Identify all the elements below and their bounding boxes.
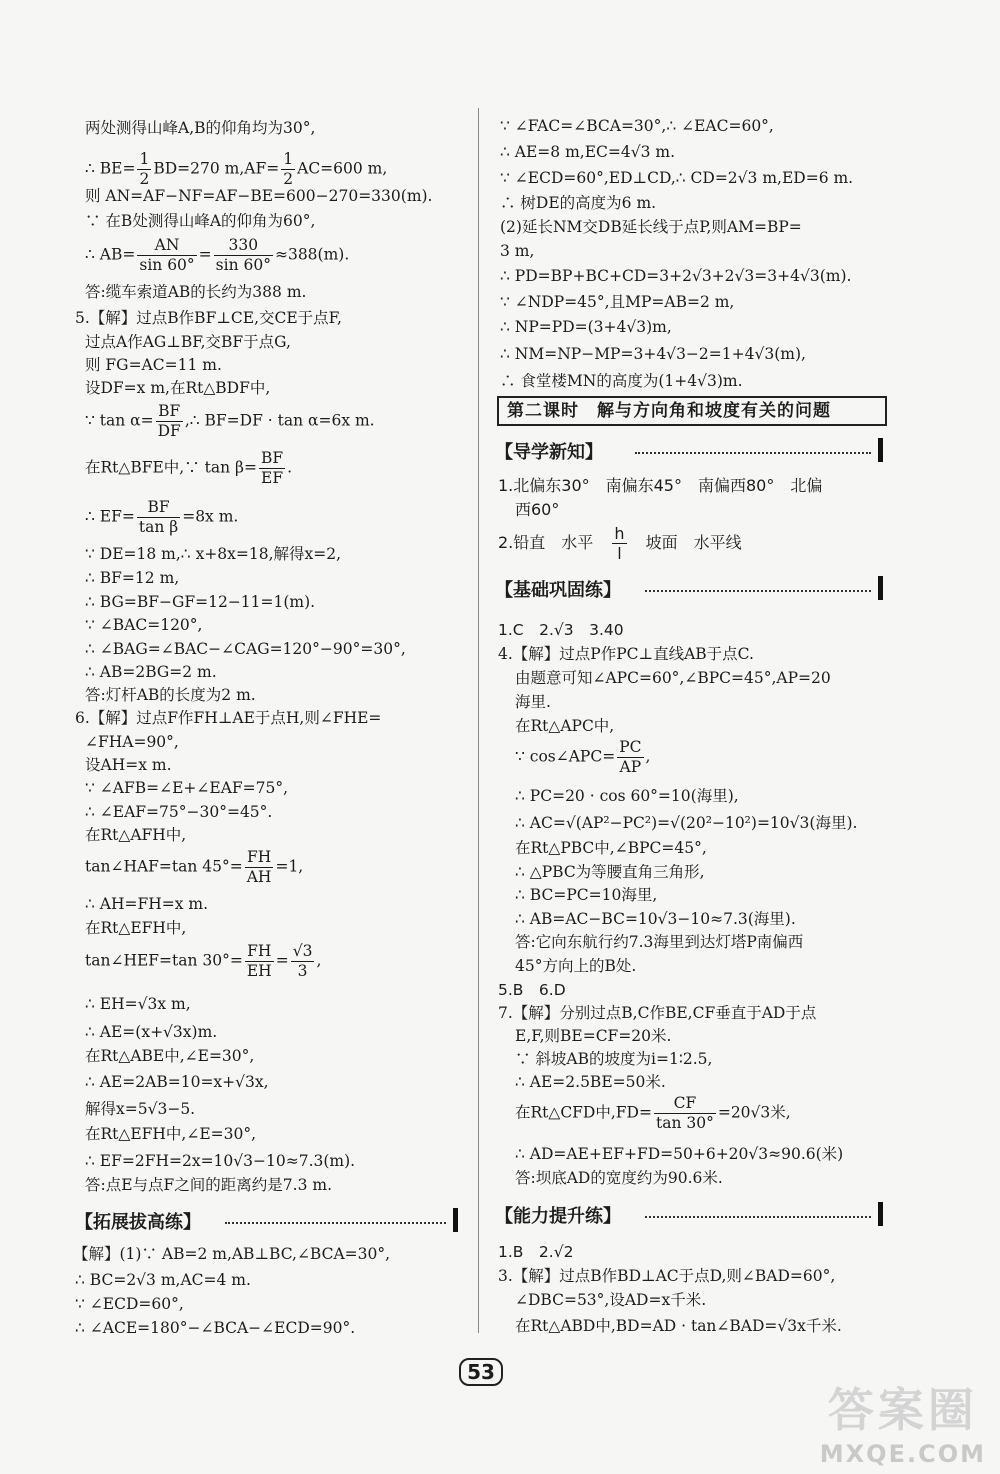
text-line: ∴ NM=NP−MP=3+4√3−2=1+4√3(m), (500, 345, 806, 363)
text-line: 在Rt△PBC中,∠BPC=45°, (515, 839, 707, 857)
text-line: 两处测得山峰A,B的仰角均为30°, (85, 119, 316, 137)
watermark-logo: 答案圈 (827, 1383, 978, 1437)
fraction: $\frac{BF}{EF}$ (260, 449, 284, 487)
text-line: 西60° (515, 500, 560, 519)
text-line: ∵ ∠AFB=∠E+∠EAF=75°, (85, 779, 289, 797)
text-line: ∵ tan α= $\frac{BF}{DF}$ ,∴ BF=DF · tan α=6x m. (85, 402, 375, 440)
text-line: ∵ 斜坡AB的坡度为i=1∶2.5, (515, 1050, 713, 1068)
text-line: ∴ BE= $\frac{1}{2}$ BD=270 m,AF= $\frac{1}{2}$ AC=600 m, (85, 150, 388, 188)
section-header-ability: 【能力提升练】 (495, 1200, 885, 1230)
text-line: ∴ ∠EAF=75°−30°=45°. (85, 803, 273, 821)
section-header-basic: 【基础巩固练】 (495, 574, 885, 604)
text-line: 在Rt△EFH中,∠E=30°, (85, 1125, 257, 1143)
text-line: 在Rt△ABE中,∠E=30°, (85, 1047, 255, 1065)
text-line: 3 m, (500, 242, 535, 260)
text-line: 答:它向东航行约7.3海里到达灯塔P南偏西 (515, 933, 804, 951)
text-line: 1.北偏东30° 南偏东45° 南偏西80° 北偏 (498, 476, 823, 495)
text-line: 答:坝底AD的宽度约为90.6米. (515, 1169, 723, 1187)
fraction: $\frac{330}{\sin 60^\circ}$ (215, 236, 271, 274)
fraction: $\frac{FH}{EH}$ (246, 942, 272, 980)
fraction: $\frac{PC}{AP}$ (619, 738, 642, 776)
text-line: ∴ AE=8 m,EC=4√3 m. (500, 143, 676, 161)
problem-6-heading: 6.【解】过点F作FH⊥AE于点H,则∠FHE= (75, 709, 382, 727)
watermark (820, 1374, 986, 1468)
text-line: tan∠HAF=tan 45°= $\frac{FH}{AH}$ =1, (85, 848, 304, 886)
text-line: 45°方向上的B处. (515, 957, 637, 975)
text-line: ∵ ∠ECD=60°, (75, 1295, 184, 1313)
text-line: ∴ EH=√3x m, (85, 995, 191, 1013)
text-line: 【解】(1)∵ AB=2 m,AB⊥BC,∠BCA=30°, (73, 1245, 391, 1263)
text-line: ∴ BF=12 m, (85, 569, 180, 587)
text-line: ∠FHA=90°, (85, 733, 179, 751)
fraction: $\frac{CF}{\tan 30^\circ}$ (655, 1094, 714, 1132)
text-line: ∴ AB= $\frac{AN}{\sin 60^\circ}$ = $\frac{330}{\sin 60^\circ}$ ≈388(m). (85, 236, 350, 274)
text-line: ∴ BC=2√3 m,AC=4 m. (75, 1271, 251, 1289)
text-line: 由题意可知∠APC=60°,∠BPC=45°,AP=20 (515, 669, 831, 687)
text-line: ∴ AE=2.5BE=50米. (515, 1073, 666, 1091)
problem-3-heading: 3.【解】过点B作BD⊥AC于点D,则∠BAD=60°, (498, 1267, 836, 1285)
text-line: ∴ BC=PC=10海里, (515, 886, 658, 904)
text-line: 在Rt△CFD中,FD= $\frac{CF}{\tan 30^\circ}$ =20√3米, (515, 1094, 791, 1132)
text-line: ∴ AH=FH=x m. (85, 895, 209, 913)
text-line: 则 FG=AC=11 m. (85, 356, 222, 374)
text-line: 海里. (515, 693, 551, 711)
text-line: 答:灯杆AB的长度为2 m. (85, 686, 256, 704)
text-line: 在Rt△AFH中, (85, 826, 187, 844)
text-line: ∴ BG=BF−GF=12−11=1(m). (85, 593, 316, 611)
text-line: ∴ ∠ACE=180°−∠BCA−∠ECD=90°. (75, 1319, 356, 1337)
text-line: ∴ ∠BAG=∠BAC−∠CAG=120°−90°=30°, (85, 640, 406, 658)
text-line: 在Rt△EFH中, (85, 919, 187, 937)
text-line: ∵ DE=18 m,∴ x+8x=18,解得x=2, (85, 545, 342, 563)
text-line: ∴ 食堂楼MN的高度为(1+4√3)m. (500, 372, 743, 390)
text-line: E,F,则BE=CF=20米. (515, 1027, 672, 1045)
text-line: ∴ 树DE的高度为6 m. (500, 194, 657, 212)
problem-5-heading: 5.【解】过点B作BF⊥CE,交CE于点F, (75, 309, 342, 327)
fraction: $\frac{√3}{3}$ (292, 942, 313, 980)
text-line: ∴ NP=PD=(3+4√3)m, (500, 318, 672, 336)
fraction: $\frac{AN}{\sin 60^\circ}$ (139, 236, 195, 274)
text-line: ∵ cos∠APC= $\frac{PC}{AP}$ , (515, 738, 651, 776)
fraction: $\frac{1}{2}$ (283, 150, 294, 188)
text-line: 1.C 2.√3 3.40 (498, 621, 624, 639)
text-line: ∴ AB=2BG=2 m. (85, 663, 217, 681)
page-number: 53 (459, 1358, 503, 1386)
fraction: $\frac{BF}{DF}$ (157, 402, 181, 440)
text-line: 则 AN=AF−NF=AF−BE=600−270=330(m). (85, 187, 433, 205)
column-divider (478, 108, 479, 1333)
watermark-site: MXQE.COM (819, 1440, 986, 1468)
problem-7-heading: 7.【解】分别过点B,C作BE,CF垂直于AD于点 (498, 1004, 817, 1022)
text-line: 在Rt△APC中, (515, 717, 615, 735)
text-line: ∴ AE=(x+√3x)m. (85, 1023, 218, 1041)
fraction: $\frac{FH}{AH}$ (246, 848, 272, 886)
lesson-title-box: 第二课时 解与方向角和坡度有关的问题 (497, 396, 887, 426)
fraction: $\frac{1}{2}$ (139, 150, 150, 188)
text-line: 在Rt△BFE中,∵ tan β= $\frac{BF}{EF}$ . (85, 449, 293, 487)
section-header-guide: 【导学新知】 (495, 436, 885, 466)
fraction: $\frac{h}{l}$ (614, 524, 625, 563)
text-line: 1.B 2.√2 (498, 1243, 574, 1261)
text-line: 在Rt△ABD中,BD=AD · tan∠BAD=√3x千米. (515, 1317, 842, 1335)
text-line: 设AH=x m. (85, 756, 172, 774)
text-line: ∵ ∠NDP=45°,且MP=AB=2 m, (500, 293, 735, 311)
text-line: 答:缆车索道AB的长约为388 m. (85, 283, 307, 301)
text-line: ∵ ∠FAC=∠BCA=30°,∴ ∠EAC=60°, (500, 117, 774, 135)
text-line: 设DF=x m,在Rt△BDF中, (85, 379, 271, 397)
fraction: $\frac{BF}{\text{tan β}}$ (138, 498, 179, 536)
text-line: ∴ AD=AE+EF+FD=50+6+20√3≈90.6(米) (515, 1145, 844, 1163)
text-line: 2.铅直 水平 $\frac{h}{l}$ 坡面 水平线 (498, 524, 742, 563)
text-line: 过点A作AG⊥BF,交BF于点G, (85, 333, 291, 351)
text-line: ∠DBC=53°,设AD=x千米. (515, 1291, 707, 1309)
text-line: 解得x=5√3−5. (85, 1100, 196, 1118)
text-line: tan∠HEF=tan 30°= $\frac{FH}{EH}$ = $\frac{√3}{3}$ , (85, 942, 322, 980)
text-line: 5.B 6.D (498, 981, 566, 999)
problem-4-heading: 4.【解】过点P作PC⊥直线AB于点C. (498, 645, 754, 663)
text-line: ∵ ∠BAC=120°, (85, 616, 203, 634)
text-line: ∴ EF= $\frac{BF}{\text{tan β}}$ =8x m. (85, 498, 239, 536)
text-line: ∴ PD=BP+BC+CD=3+2√3+2√3=3+4√3(m). (500, 267, 852, 285)
section-header-extension: 【拓展拔高练】 (75, 1206, 460, 1236)
text-line: ∴ △PBC为等腰直角三角形, (515, 863, 705, 881)
text-line: ∴ PC=20 · cos 60°=10(海里), (515, 787, 739, 805)
text-line: ∴ EF=2FH=2x=10√3−10≈7.3(m). (85, 1152, 356, 1170)
text-line: (2)延长NM交DB延长线于点P,则AM=BP= (500, 218, 802, 236)
text-line: ∴ AB=AC−BC=10√3−10≈7.3(海里). (515, 910, 796, 928)
text-line: ∵ ∠ECD=60°,ED⊥CD,∴ CD=2√3 m,ED=6 m. (500, 169, 854, 187)
text-line: 答:点E与点F之间的距离约是7.3 m. (85, 1176, 332, 1194)
text-line: ∵ 在B处测得山峰A的仰角为60°, (85, 212, 316, 230)
text-line: ∴ AE=2AB=10=x+√3x, (85, 1073, 269, 1091)
text-line: ∴ AC=√(AP²−PC²)=√(20²−10²)=10√3(海里). (515, 814, 858, 832)
